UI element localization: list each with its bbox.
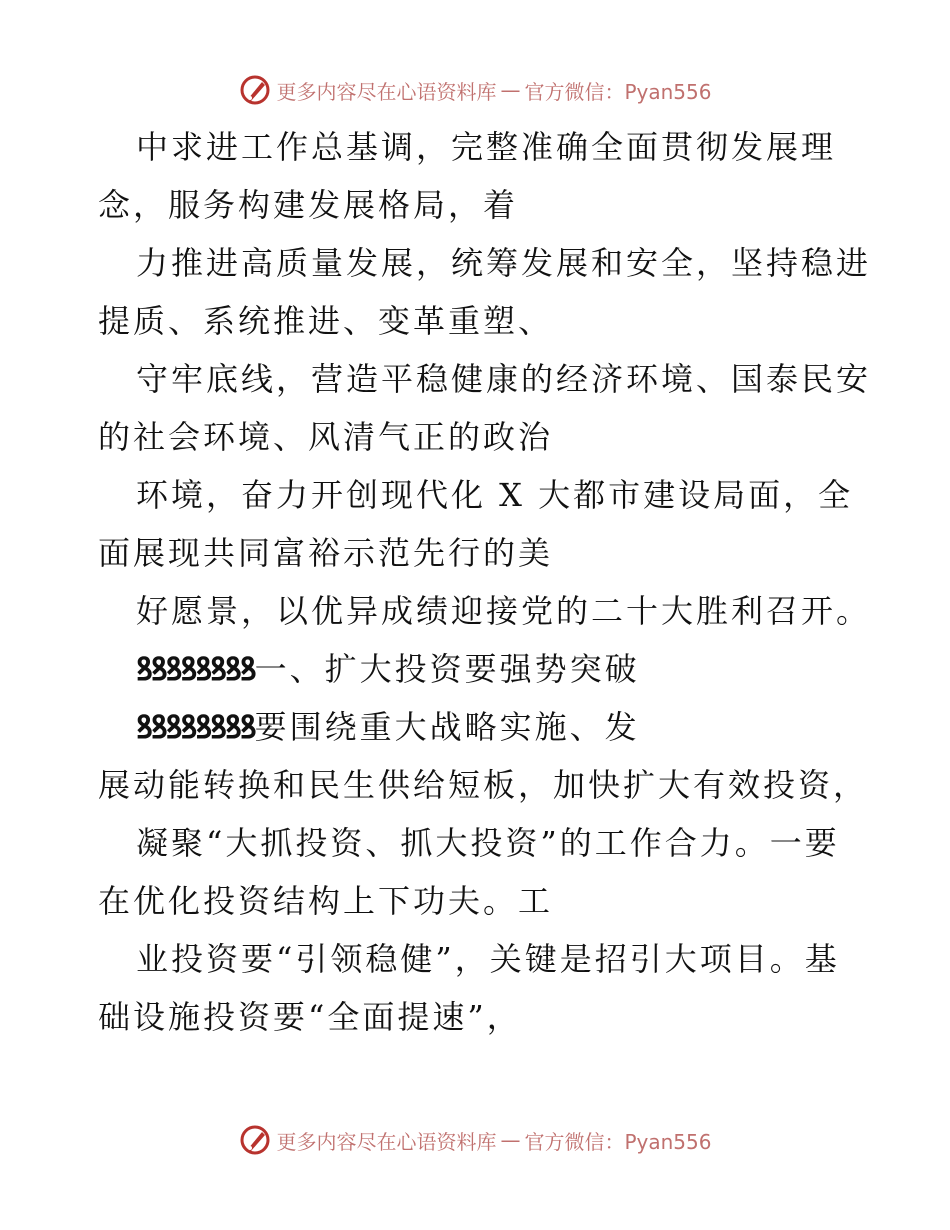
paragraph-continuation: 础设施投资要“全面提速”，	[98, 998, 522, 1036]
ornament-glyphs: ꝸꝸꝸꝸꝸꝸꝸꝸ	[136, 708, 255, 746]
paragraph	[98, 234, 872, 350]
header-banner	[0, 70, 950, 110]
paragraph-continuation: 提质、系统推进、变革重塑、	[98, 302, 554, 340]
promo-dash: —	[500, 78, 521, 102]
paragraph-first-line: 环境，奋力开创现代化 X 大都市建设局面，全	[136, 476, 854, 514]
paragraph-first-line: 中求进工作总基调，完整准确全面贯彻发展理	[136, 128, 837, 166]
heading-text: 一、扩大投资要强势突破	[254, 650, 640, 688]
paragraph	[98, 698, 869, 814]
paragraph-first-line: 守牢底线，营造平稳健康的经济环境、国泰民安	[136, 360, 872, 398]
paragraph-continuation: 的社会环境、风清气正的政治	[98, 418, 554, 456]
paragraph-first-line: 好愿景，以优异成绩迎接党的二十大胜利召开。	[136, 592, 872, 630]
promo-dash: —	[500, 1128, 521, 1152]
paragraph	[98, 350, 872, 466]
paragraph-first-line: 力推进高质量发展，统筹发展和安全，坚持稳进	[136, 244, 872, 282]
promo-text: 更多内容尽在心语资料库	[276, 1129, 497, 1154]
ornament-glyphs: ꝸꝸꝸꝸꝸꝸꝸꝸ	[136, 650, 255, 688]
paragraph-first-line: 业投资要“引领稳健”，关键是招引大项目。基	[136, 940, 840, 978]
wechat-id: 官方微信：Pyan556	[524, 1129, 712, 1154]
pen-logo-icon	[238, 1123, 272, 1157]
paragraph	[98, 118, 858, 234]
paragraph-first-line: 凝聚“大抓投资、抓大投资”的工作合力。一要	[136, 824, 840, 862]
paragraph-continuation: 展动能转换和民生供给短板，加快扩大有效投资，	[98, 766, 869, 804]
paragraph-text: 要围绕重大战略实施、发	[254, 708, 640, 746]
wechat-id: 官方微信：Pyan556	[524, 79, 712, 104]
paragraph-first-line	[98, 698, 858, 756]
paragraph-continuation: 在优化投资结构上下功夫。工	[98, 882, 554, 920]
paragraph-continuation: 念，服务构建发展格局，着	[98, 186, 519, 224]
heading-line	[98, 640, 858, 698]
pen-logo-icon	[238, 73, 272, 107]
footer-banner	[0, 1120, 950, 1160]
paragraph	[98, 814, 858, 930]
paragraph	[98, 582, 872, 640]
promo-text: 更多内容尽在心语资料库	[276, 79, 497, 104]
paragraph-continuation: 面展现共同富裕示范先行的美	[98, 534, 554, 572]
document-body	[98, 118, 872, 1046]
section-heading	[98, 640, 858, 698]
paragraph	[98, 930, 858, 1046]
paragraph	[98, 466, 858, 582]
